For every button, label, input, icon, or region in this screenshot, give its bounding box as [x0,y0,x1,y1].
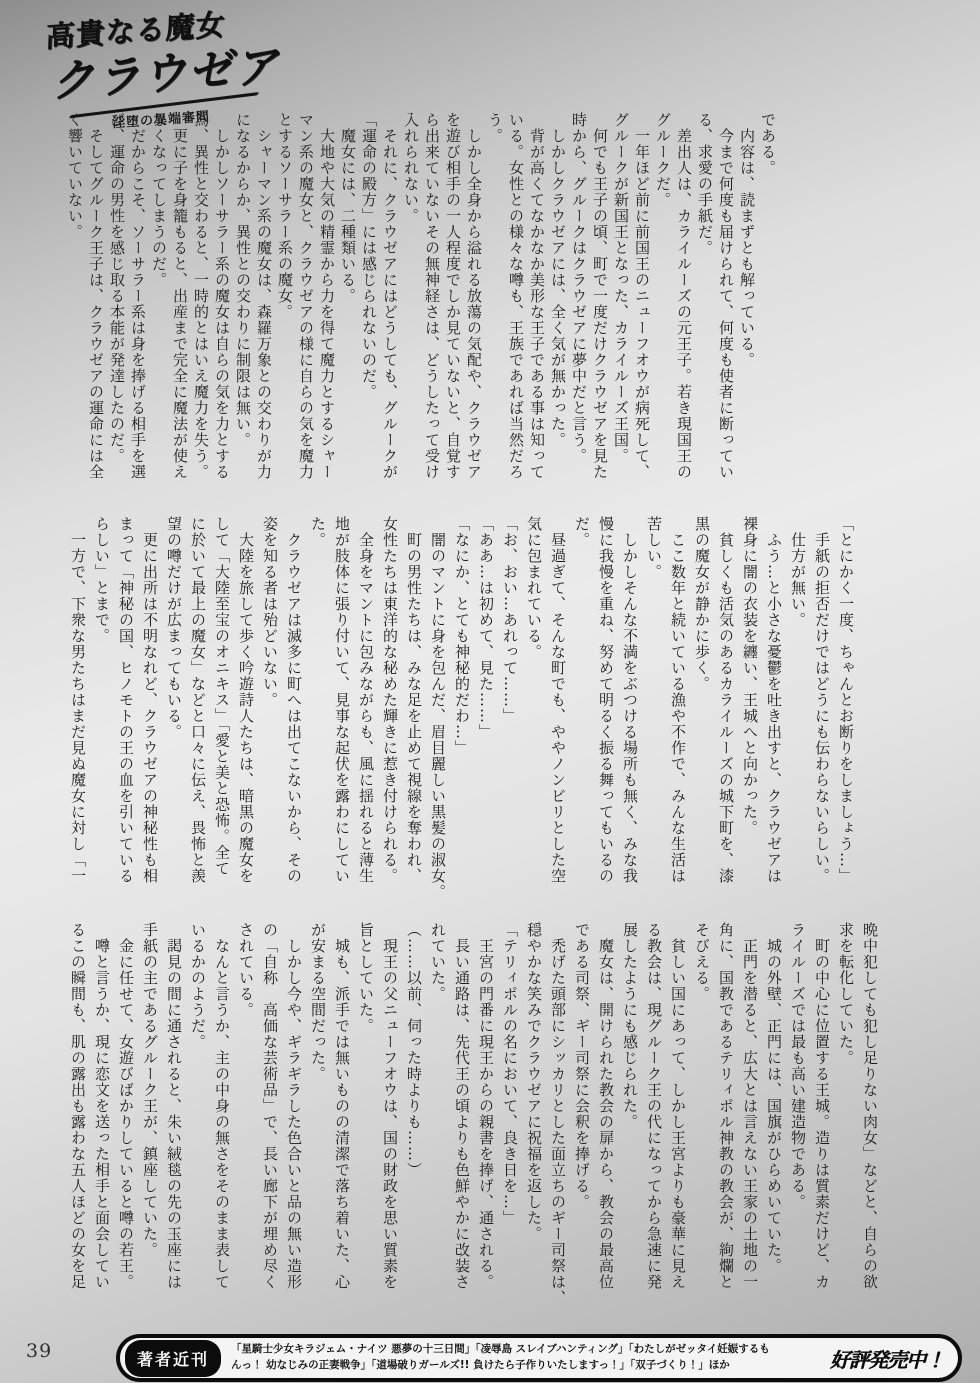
text-column: 黒の魔女が静かに歩く。 [693,516,711,692]
text-column: 「テリィポルの名において、良き日を…」 [501,922,519,1226]
text-column: 金に任せて、女遊びばかりしていると噂の若王。 [117,922,135,1290]
text-column: に於いて最上の魔女」などと口々に伝え、畏怖と羨 [189,516,207,884]
book-titles-list [231,1342,822,1374]
book-title-logo [44,0,301,132]
book-subtitle: 淫堕の異端審問 [111,109,211,132]
text-column: いるかのようだ。 [189,922,207,1050]
text-column: の「自称 高価な芸術品」で、長い廊下が埋め尽く [261,922,279,1290]
text-column: 魔女は、開けられた教会の扉から、教会の最高位 [597,922,615,1290]
text-column: いる。女性との様々な噂も、王族であれば当然だろ [507,112,525,480]
book-title-line1: 高貴なる魔女 [45,7,227,54]
text-column: とするソーサラー系の魔女。 [276,112,294,320]
text-column: 苦しい。 [645,516,663,580]
text-column: 噂と言うか、現に恋文を送った相手と面会してい [93,922,111,1290]
text-column: 昼過ぎて、そんな町でも、ややノンビリとした空 [549,516,567,884]
text-column: されている。 [237,922,255,1018]
text-column: だからこそ、ソーサラー系は身を捧げる相手を選 [129,112,147,480]
text-column: 長い通路は、先代王の頃よりも色鮮やかに改装さ [453,922,471,1290]
text-column: しかしそんな不満をぶつける場所も無く、みな我 [621,516,639,884]
text-column: 貧しい国にあって、しかし王宮よりも豪華に見え [669,922,687,1290]
text-column: 手紙の拒否だけではどうにも伝わらないらしい。 [813,516,831,884]
text-column: る、求愛の手紙だ。 [696,112,714,256]
text-column: れていた。 [429,922,447,1002]
text-column: そしてグルーク王子は、クラウゼアの運命には全 [87,112,105,480]
page-number: 39 [26,1340,53,1362]
text-column: マン系の魔女と、クラウゼアの様に自らの気を魔力 [297,112,315,480]
text-column: 女性たちは東洋的な秘めた輝きに惹き付けられる。 [381,516,399,884]
text-column: である。 [759,112,777,176]
text-column: 穏やかな笑みでクラウゼアに祝福を返した。 [525,922,543,1242]
text-column: グルークだ。 [654,112,672,208]
book-titles-line2: んっ！ 幼なじみの正妻戦争」「道場破りガールズ!! 負けたら子作りいたしますっ！」「双子づくり！」ほか [231,1359,730,1371]
text-column: 気に包まれている。 [525,516,543,660]
text-column: 正門を潜ると、広大とは言えない王家の土地の一 [741,922,759,1290]
text-column: になるからか、異性との交わりに制限は無い。 [234,112,252,448]
text-column: ここ数年と続いている漁や不作で、みんな生活は [669,516,687,884]
book-title-line2: クラウゼア [49,39,289,108]
author-upcoming-label: 著者近刊 [125,1340,221,1377]
text-column: 魔女には、二種類いる。 [339,112,357,304]
text-column: 入れられない。 [402,112,420,224]
text-column: （……以前、伺った時よりも……） [405,922,423,1178]
text-column: 旨としていた。 [357,922,375,1034]
text-column: 姿を知る者は殆どいない。 [261,516,279,708]
text-column: 謁見の間に通されると、朱い絨毯の先の玉座には [165,922,183,1290]
text-column: 「運命の殿方」には感じられないのだ。 [360,112,378,400]
text-column: 大陸を旅して歩く吟遊詩人たちは、暗黒の魔女を [237,516,255,884]
text-column: 「ああ…は初めて、見た……」 [477,516,495,740]
text-block-3 [60,922,882,1330]
text-column: る教会は、現グルーク王の代になってから急速に発 [645,922,663,1290]
text-column: 一年ほど前に前国王のニューフオウが病死して、 [633,112,651,480]
text-column: 差出人は、カライルーズの元王子。若き現国王の [675,112,693,480]
text-column: しかし今や、ギラギラした色合いと品の無い造形 [285,922,303,1290]
text-column: 今まで何度も届けられて、何度も使者に断ってい [717,112,735,480]
text-column: 手紙の主であるグルーク王が、鎮座していた。 [141,922,159,1258]
text-column: 為、異性と交わると、一時的とはいえ魔力を失う。 [192,112,210,480]
text-column: 内容は、読まずとも解っている。 [738,112,756,368]
text-column: クラウゼアは滅多に町へは出てこないから、その [285,516,303,884]
text-column: るこの瞬間も、肌の露出も露わな五人ほどの女を足 [69,922,87,1290]
text-column: た。 [309,516,327,548]
text-column: だ。 [573,516,591,548]
text-column: 仕方が無い。 [789,516,807,628]
text-column: グルークが新国王となった、カライルーズ王国。 [612,112,630,464]
text-column: 闇のマントに身を包んだ、眉目麗しい黒髪の淑女。 [429,516,447,900]
text-column: 何でも王子の頃、町で一度だけクラウゼアを見た [591,112,609,480]
text-column: らしい」とまで。 [93,516,111,644]
book-titles-line1: 「星騎士少女キラジェム・ナイツ 悪夢の十三日間」「凌辱島 スレイブハンティング」「わたしがゼッタイ妊娠するも [231,1343,770,1356]
text-block-2 [58,516,858,912]
text-column: なんと言うか、主の中身の無さをそのまま表して [213,922,231,1290]
text-column: 一方で、下衆な男たちはまだ見ぬ魔女に対し「一 [69,516,87,884]
text-column: 晩中犯しても犯し足りない肉女」などと、自らの欲 [861,922,879,1290]
text-block-1 [58,112,778,510]
text-column: 「とにかく一度、ちゃんとお断りをしましょう…」 [837,516,855,884]
text-column: である司祭、ギー司祭に会釈を捧げる。 [573,922,591,1210]
text-column: 大地や大気の精霊から力を得て魔力とするシャー [318,112,336,480]
text-column: が安まる空間だった。 [309,922,327,1082]
text-column: 王宮の門番に現王からの親書を捧げ、通される。 [477,922,495,1290]
text-column: そびえる。 [693,922,711,1002]
text-column: なくなってしまうのだ。 [150,112,168,288]
text-column: それに、クラウゼアにはどうしても、グルークが [381,112,399,480]
text-column: 町の男性たちは、みな足を止めて視線を奪われ、 [405,516,423,884]
text-column: 禿げた頭部にシッカリとした面立ちのギー司祭は、 [549,922,567,1306]
text-column: 時から、グルークはクラウゼアに夢中だと言う。 [570,112,588,464]
on-sale-now-badge: 好評発売中！ [830,1347,944,1372]
text-column: 展したようにも感じられた。 [621,922,639,1130]
text-column: して「大陸至宝のオニキス」「愛と美と恐怖。全て [213,516,231,877]
text-column: 町の中心に位置する王城。造りは質素だけど、カ [813,922,831,1290]
text-column: 「お、おい…あれって……」 [501,516,519,724]
text-column: び、運命の男性を感じ取る本能が発達したのだ。 [108,112,126,464]
text-column: 背が高くてなかなか美形な王子である事は知って [528,112,546,480]
author-upcoming-books-bar [116,1334,962,1382]
text-column: を遊び相手の一人程度でしか見ていないと、自覚す [444,112,462,480]
text-column: まって「神秘の国、ヒノモトの王の血を引いている [117,516,135,884]
text-column: 更に出所は不明なれど、クラウゼアの神秘性も相 [141,516,159,884]
text-column: 城の外壁、正門には、国旗がひらめいていた。 [765,922,783,1274]
text-column: しかしソーサラー系の魔女は自らの気を力とする [213,112,231,480]
text-column: 望の噂だけが広まってもいる。 [165,516,183,740]
text-column: 「なにか、とても神秘的だわ…」 [453,516,471,756]
text-column: う。 [486,112,504,144]
text-column: 貧しくも活気のあるカライルーズの城下町を、漆 [717,516,735,884]
text-column: 求を転化していた。 [837,922,855,1066]
text-column: ふう…と小さな憂鬱を吐き出すと、クラウゼアは [765,516,783,884]
text-column: 現王の父ニューフオウは、国の財政を思い質素を [381,922,399,1290]
text-column: しかし全身から溢れる放蕩の気配や、クラウゼア [465,112,483,480]
text-column: ら出来ていないその無神経さは、どうしたって受け [423,112,441,480]
text-column: しかしクラウゼアには、全く気が無かった。 [549,112,567,448]
text-column: 慢に我慢を重ね、努めて明るく振る舞ってもいるの [597,516,615,884]
text-column: 角に、国教であるテリィポル神教の教会が、絢爛と [717,922,735,1290]
text-column: 全身をマントに包みながらも、風に揺れると薄生 [357,516,375,884]
text-column: 城も、派手では無いものの清潔で落ち着いた、心 [333,922,351,1290]
text-column: 裸身に闇の衣装を纏い、王城へと向かった。 [741,516,759,836]
text-column: ライルーズでは最も高い建造物である。 [789,922,807,1210]
text-column: く響いていない。 [66,112,84,240]
text-column: 地が肢体に張り付いて、見事な起伏を露わにしてい [333,516,351,884]
text-column: 更に子を身籠もると、出産まで完全に魔法が使え [171,112,189,480]
text-column: シャーマン系の魔女は、森羅万象との交わりが力 [255,112,273,480]
